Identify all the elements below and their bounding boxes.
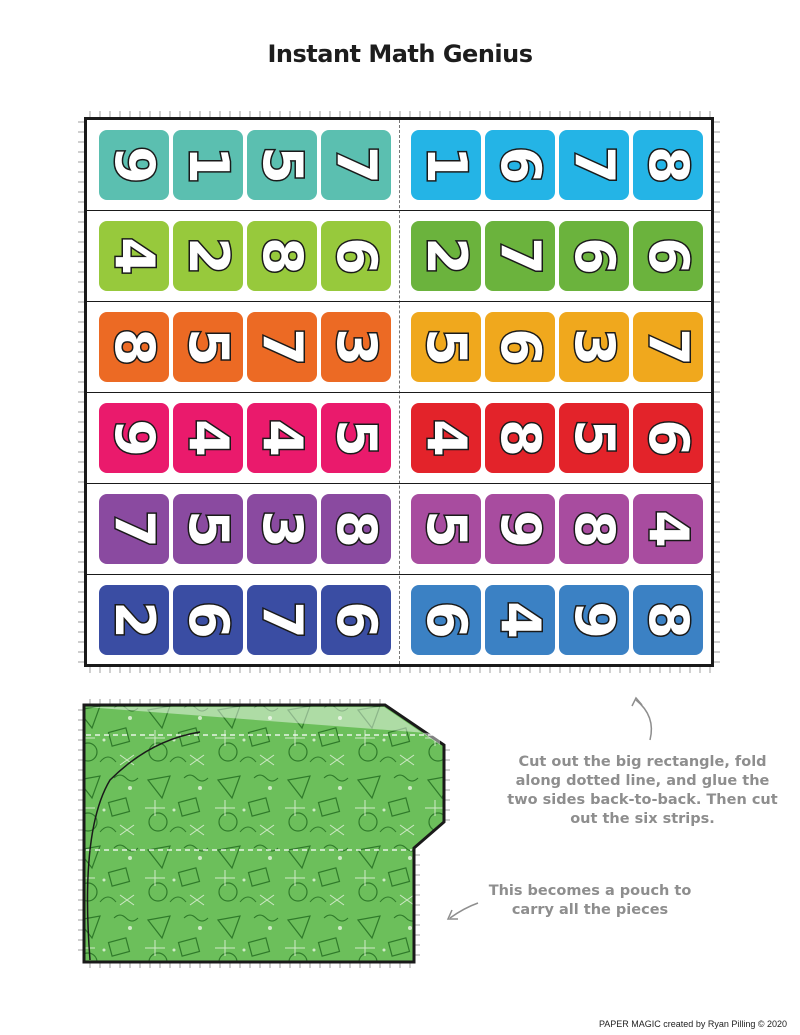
tile-digit: 9	[102, 146, 166, 184]
tile-digit: 3	[324, 328, 388, 366]
tile-digit: 7	[562, 146, 626, 184]
tile-digit: 8	[250, 237, 314, 275]
tile-digit: 8	[488, 419, 552, 457]
tile-digit: 6	[488, 328, 552, 366]
tile-digit: 5	[414, 510, 478, 548]
tile-digit: 9	[488, 510, 552, 548]
tile-digit: 8	[636, 601, 700, 639]
tile-digit: 6	[324, 237, 388, 275]
tile-digit: 5	[250, 146, 314, 184]
tile-digit: 4	[176, 419, 240, 457]
tile-digit: 5	[562, 419, 626, 457]
cut-instructions: Cut out the big rectangle, fold along dotted line, and glue the two sides back-to-back. Then cut out the six strips.	[507, 754, 778, 827]
tile-digit: 8	[324, 510, 388, 548]
tile-digit: 2	[414, 237, 478, 275]
tile-digit: 5	[176, 328, 240, 366]
tile-digit: 8	[636, 146, 700, 184]
pouch-instructions: This becomes a pouch to carry all the pieces	[488, 883, 692, 918]
tile-digit: 7	[102, 510, 166, 548]
tile-digit: 4	[250, 419, 314, 457]
tile-digit: 9	[562, 601, 626, 639]
tile-digit: 7	[488, 237, 552, 275]
tile-digit: 4	[102, 237, 166, 275]
tile-digit: 6	[176, 601, 240, 639]
tile-digit: 6	[636, 419, 700, 457]
tile-digit: 4	[414, 419, 478, 457]
tile-digit: 8	[102, 328, 166, 366]
tile-digit: 2	[176, 237, 240, 275]
page-title: Instant Math Genius	[267, 40, 533, 68]
tile-digit: 3	[250, 510, 314, 548]
tile-digit: 5	[176, 510, 240, 548]
tile-digit: 6	[414, 601, 478, 639]
tile-digit: 4	[488, 601, 552, 639]
tile-digit: 5	[414, 328, 478, 366]
tile-digit: 7	[636, 328, 700, 366]
credit-line: PAPER MAGIC created by Ryan Pilling © 2020	[598, 1019, 787, 1029]
tile-digit: 9	[102, 419, 166, 457]
tile-digit: 5	[324, 419, 388, 457]
tile-digit: 1	[176, 146, 240, 184]
tile-digit: 7	[250, 601, 314, 639]
tile-digit: 1	[414, 146, 478, 184]
tile-digit: 6	[324, 601, 388, 639]
tile-digit: 6	[636, 237, 700, 275]
tile-digit: 3	[562, 328, 626, 366]
tile-digit: 6	[488, 146, 552, 184]
tile-digit: 7	[250, 328, 314, 366]
tile-digit: 4	[636, 510, 700, 548]
arrow-to-board	[636, 700, 651, 740]
tile-digit: 8	[562, 510, 626, 548]
tile-digit: 7	[324, 146, 388, 184]
tile-digit: 2	[102, 601, 166, 639]
tile-digit: 6	[562, 237, 626, 275]
